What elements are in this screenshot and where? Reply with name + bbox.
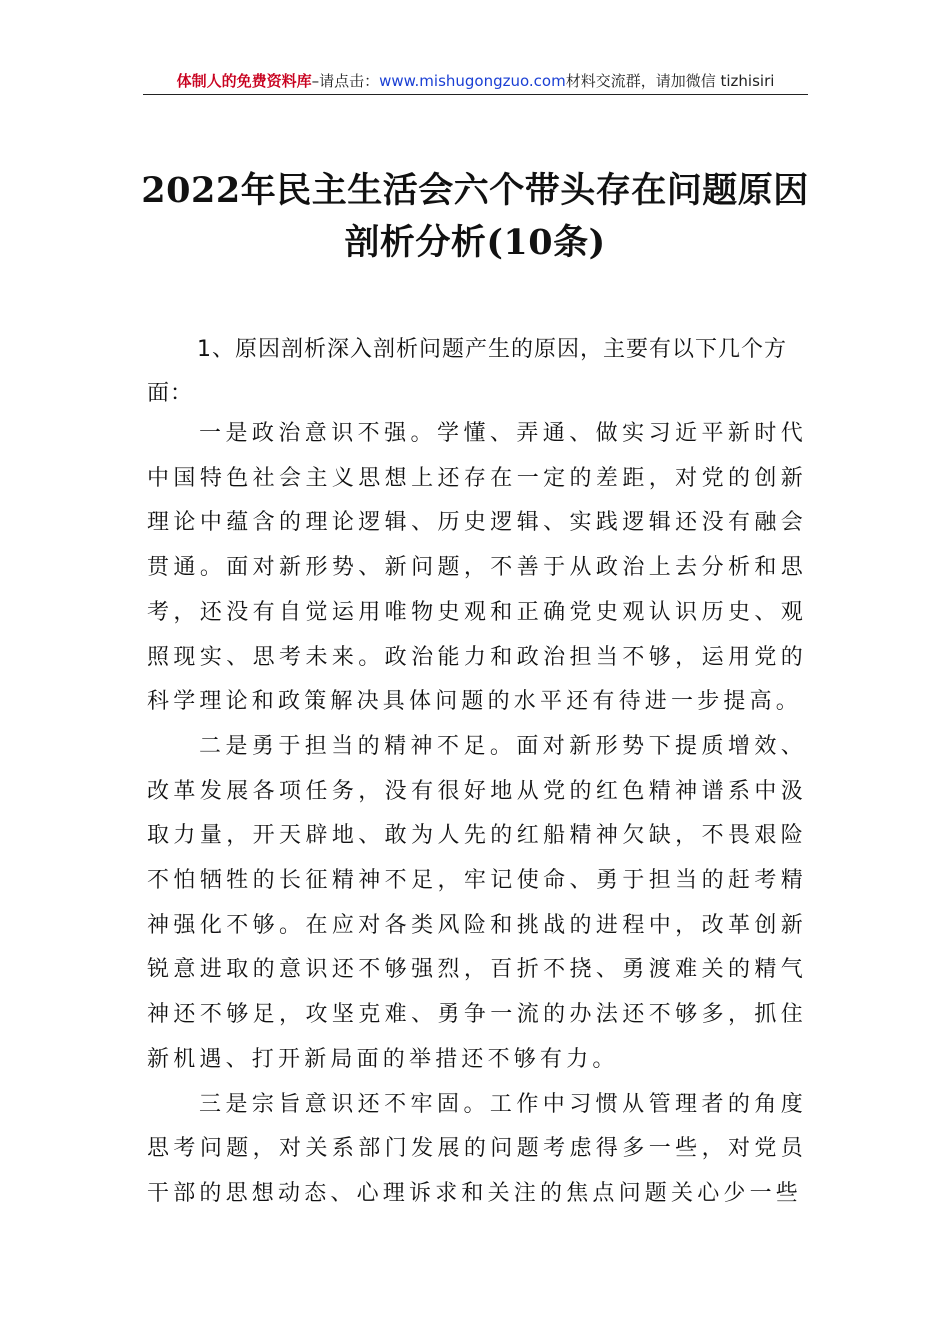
header-url-link[interactable]: www.mishugongzuo.com — [379, 72, 566, 90]
paragraph-2: 二是勇于担当的精神不足。面对新形势下提质增效、改革发展各项任务，没有很好地从党的红色精神谱系中汲取力量，开天辟地、敢为人先的红船精神欠缺，不畏艰险不怕牺牲的长征精神不足，牢记使命、勇于担当的赶考精神强化不够。在应对各类风险和挑战的进程中，改革创新锐意进取的意识还不够强烈，百折不挠、勇渡难关的精气神还不够足，攻坚克难、勇争一流的办法还不够多，抓住新机遇、打开新局面的举措还不够有力。 — [147, 733, 807, 1072]
title-line-2: 剖析分析(10条) — [344, 222, 606, 263]
header-prompt: –请点击： — [311, 72, 380, 90]
paragraph-3: 三是宗旨意识还不牢固。工作中习惯从管理者的角度思考问题，对关系部门发展的问题考虑得多一些，对党员干部的思想动态、心理诉求和关注的焦点问题关心少一些 — [147, 1091, 807, 1206]
header-group-text: 材料交流群，请加微信 tizhisiri — [565, 72, 775, 90]
document-title — [100, 165, 850, 269]
page-header — [143, 68, 808, 95]
section-heading: 1、原因剖析深入剖析问题产生的原因，主要有以下几个方面： — [147, 337, 787, 406]
title-line-1: 2022年民主生活会六个带头存在问题原因 — [141, 170, 809, 211]
header-site-name: 体制人的免费资料库 — [176, 72, 312, 90]
paragraph-1: 一是政治意识不强。学懂、弄通、做实习近平新时代中国特色社会主义思想上还存在一定的差距，对党的创新理论中蕴含的理论逻辑、历史逻辑、实践逻辑还没有融会贯通。面对新形势、新问题，不善于从政治上去分析和思考，还没有自觉运用唯物史观和正确党史观认识历史、观照现实、思考未来。政治能力和政治担当不够，运用党的科学理论和政策解决具体问题的水平还有待进一步提高。 — [147, 421, 807, 715]
document-body — [147, 412, 807, 1217]
